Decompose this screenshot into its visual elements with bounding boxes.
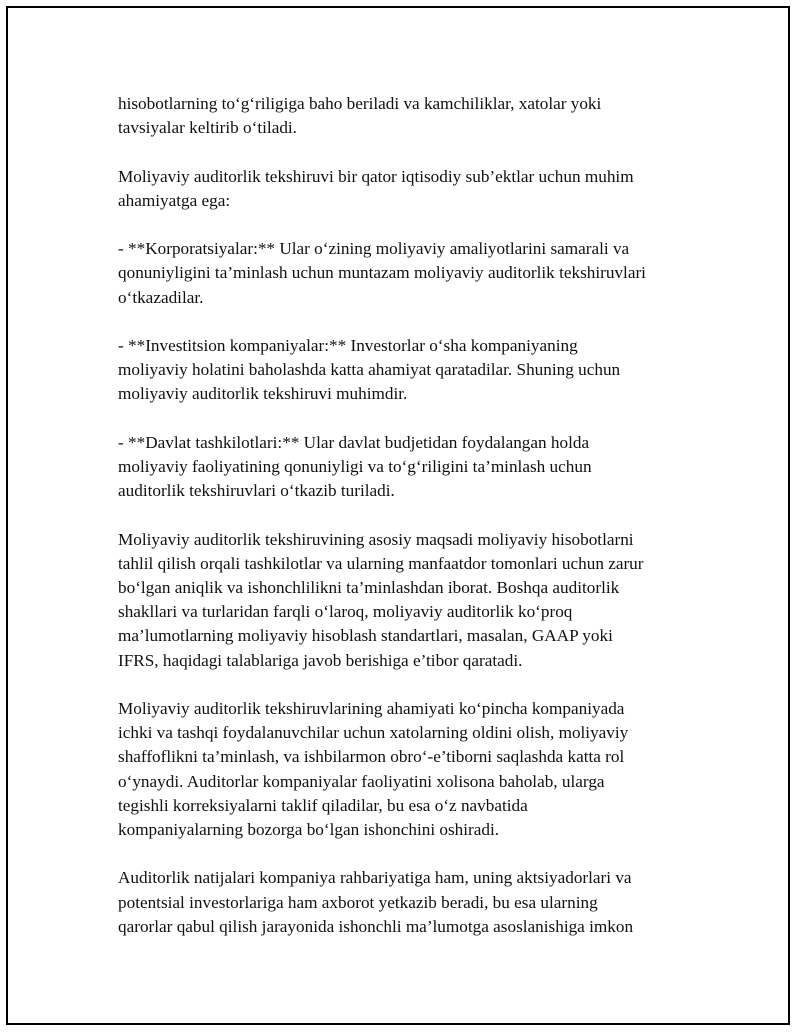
- list-item-paragraph: [118, 237, 688, 310]
- text-line: moliyaviy faoliyatining qonuniyligi va to‘g‘riligini ta’minlash uchun: [118, 456, 592, 476]
- text-line: o‘ynaydi. Auditorlar kompaniyalar faoliyatini xolisona baholab, ularga: [118, 771, 605, 791]
- text-line: Moliyaviy auditorlik tekshiruvi bir qator iqtisodiy sub’ektlar uchun muhim: [118, 166, 634, 186]
- text-line: tahlil qilish orqali tashkilotlar va ularning manfaatdor tomonlari uchun zarur: [118, 553, 644, 573]
- text-line: Moliyaviy auditorlik tekshiruvlarining ahamiyati ko‘pincha kompaniyada: [118, 698, 625, 718]
- text-line: Auditorlik natijalari kompaniya rahbariyatiga ham, uning aktsiyadorlari va: [118, 868, 632, 888]
- text-line: bo‘lgan aniqlik va ishonchlilikni ta’minlashdan iborat. Boshqa auditorlik: [118, 577, 620, 597]
- text-line: kompaniyalarning bozorga bo‘lgan ishonchini oshiradi.: [118, 820, 500, 839]
- document-body: [118, 92, 688, 963]
- paragraph: [118, 866, 688, 939]
- text-line: ma’lumotlarning moliyaviy hisoblash standartlari, masalan, GAAP yoki: [118, 626, 613, 646]
- text-line: - **Korporatsiyalar:** Ular o‘zining moliyaviy amaliyotlarini samarali va: [118, 239, 630, 259]
- text-line: ahamiyatga ega:: [118, 190, 231, 210]
- text-line: - **Investitsion kompaniyalar:** Investorlar o‘sha kompaniyaning: [118, 335, 578, 355]
- text-line: shakllari va turlaridan farqli o‘laroq, moliyaviy auditorlik ko‘proq: [118, 602, 573, 622]
- text-line: potentsial investorlariga ham axborot yetkazib beradi, bu esa ularning: [118, 892, 598, 912]
- text-line: moliyaviy holatini baholashda katta ahamiyat qaratadilar. Shuning uchun: [118, 360, 621, 380]
- text-line: o‘tkazadilar.: [118, 287, 204, 307]
- text-line: ichki va tashqi foydalanuvchilar uchun xatolarning oldini olish, moliyaviy: [118, 723, 629, 743]
- list-item-paragraph: [118, 431, 688, 504]
- paragraph: [118, 528, 688, 673]
- text-line: moliyaviy auditorlik tekshiruvi muhimdir.: [118, 384, 408, 404]
- text-line: Moliyaviy auditorlik tekshiruvining asosiy maqsadi moliyaviy hisobotlarni: [118, 529, 634, 549]
- list-item-paragraph: [118, 334, 688, 407]
- text-line: qonuniyligini ta’minlash uchun muntazam moliyaviy auditorlik tekshiruvlari: [118, 263, 646, 283]
- text-line: hisobotlarning to‘g‘riligiga baho beriladi va kamchiliklar, xatolar yoki: [118, 94, 602, 113]
- text-line: qarorlar qabul qilish jarayonida ishonchli ma’lumotga asoslanishiga imkon: [118, 916, 634, 936]
- text-line: tegishli korreksiyalarni taklif qiladilar, bu esa o‘z navbatida: [118, 795, 528, 815]
- text-line: shaffoflikni ta’minlash, va ishbilarmon obro‘-e’tiborni saqlashda katta rol: [118, 747, 625, 767]
- text-line: tavsiyalar keltirib o‘tiladi.: [118, 118, 297, 138]
- text-line: IFRS, haqidagi talablariga javob berishiga e’tibor qaratadi.: [118, 650, 523, 670]
- text-line: - **Davlat tashkilotlari:** Ular davlat budjetidan foydalangan holda: [118, 432, 590, 452]
- paragraph: [118, 165, 688, 213]
- paragraph: [118, 697, 688, 842]
- paragraph: [118, 92, 688, 140]
- text-line: auditorlik tekshiruvlari o‘tkazib turiladi.: [118, 481, 395, 501]
